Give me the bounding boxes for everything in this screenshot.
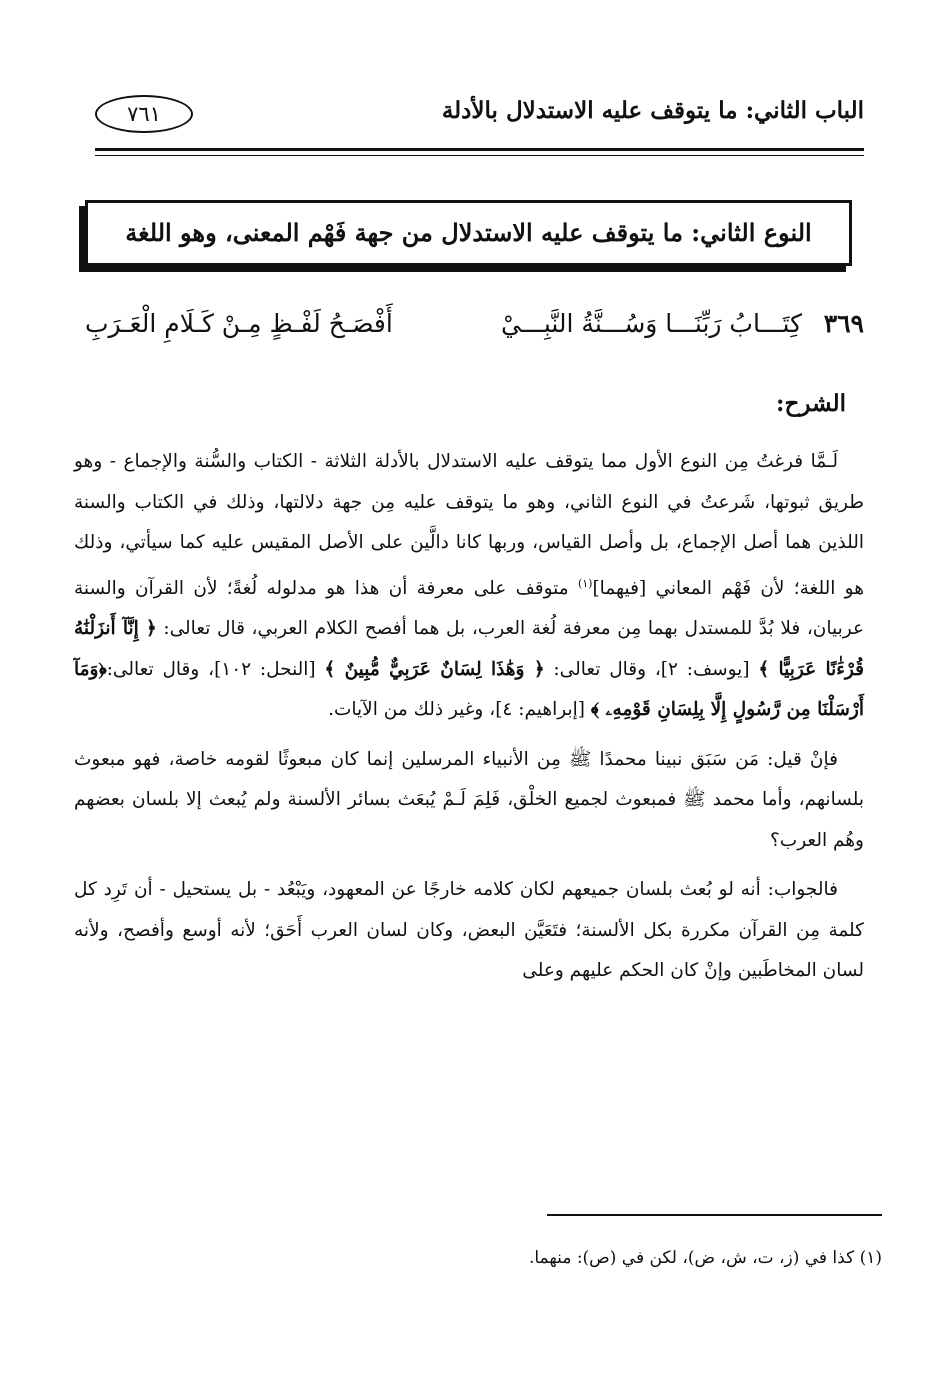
poem-verse [85, 305, 864, 351]
header-rule-thin [95, 155, 864, 156]
footnote-ref: (١) [577, 576, 593, 590]
verse-first-hemistich: كِتَـــابُ رَبِّنَـــا وَسُـــنَّةُ النَّبِـــيْ [501, 309, 802, 338]
paragraph-1 [74, 442, 864, 731]
quran-ref-1: [يوسف: ٢]، وقال تعالى: [544, 658, 759, 680]
footnote-separator [547, 1214, 882, 1216]
paragraph-1-text-b: متوقف على معرفة أن هذا هو مدلوله لُغةً؛ لأن القرآن والسنة عربيان، فلا بُدَّ للمستدل بهما مِن معرفة لُغة العرب، بل هما أفصح الكلام العربي، قال تعالى: [74, 577, 864, 640]
header-rule-thick [95, 148, 864, 151]
quran-ref-3: [إبراهيم: ٤]، وغير ذلك من الآيات. [328, 699, 591, 721]
quran-ref-2: [النحل: ١٠٢]، وقال تعالى: [106, 658, 325, 680]
footnote: (١) كذا في (ز، ت، ش، ض)، لكن في (ص): منهما. [528, 1248, 882, 1268]
paragraph-2 [74, 740, 864, 862]
quran-verse-1: ﴿ إِنَّآ أَنزَلْنَٰهُ قُرْءَٰنًا عَرَبِيًّا ﴾ [74, 618, 864, 680]
paragraph-1-text-a: لَـمَّا فرغتُ مِن النوع الأول مما يتوقف عليه الاستدلال بالأدلة الثلاثة - الكتاب والسُّنة والإجماع - وهو طريق ثبوتها، شَرعتُ في النوع الثاني، وهو ما يتوقف عليه مِن جهة دلالتها، وذلك في الكتاب والسنة اللذين هما أصل الإجماع، بل وأصل القياس، وربها كانا دالَّين على الأصل المقيس عليه كما سيأتي، وذلك هو اللغة؛ لأن فَهْم المعاني [فيهما] [74, 451, 864, 599]
verse-second-hemistich: أَفْصَـحُ لَفْـظٍ مِـنْ كَـلَامِ الْعَـرَبِ [85, 309, 393, 338]
verse-number: ٣٦٩ [823, 309, 864, 338]
paragraph-2-text: فإنْ قيل: مَن سَبَق نبينا محمدًا ﷺ مِن الأنبياء المرسلين إنما كان مبعوثًا لقومه خاصة، فهو مبعوث بلسانهم، وأما محمد ﷺ فمبعوث لجميع الخلْق، فَلِمَ لَـمْ يُبعَث بسائر الألسنة ولم يُبعث إلا بلسان بعضهم وهُم العرب؟ [74, 748, 864, 851]
commentary-body [74, 442, 864, 992]
chapter-title: الباب الثاني: ما يتوقف عليه الاستدلال بالأدلة [441, 97, 864, 124]
quran-verse-2: ﴿ وَهَٰذَا لِسَانٌ عَرَبِيٌّ مُّبِينٌ ﴾ [324, 658, 545, 680]
quran-verse-3: ﴿وَمَآ أَرْسَلْنَا مِن رَّسُولٍ إِلَّا بِلِسَانِ قَوْمِهِۦ ﴾ [74, 658, 864, 721]
paragraph-3 [74, 870, 864, 992]
running-header [95, 95, 864, 145]
section-heading: النوع الثاني: ما يتوقف عليه الاستدلال من جهة فَهْم المعنى، وهو اللغة [85, 200, 852, 266]
paragraph-3-text: فالجواب: أنه لو بُعث بلسان جميعهم لكان كلامه خارجًا عن المعهود، ويَبْعُد - بل يستحيل - أن تَرِد كل كلمة مِن القرآن مكررة بكل الألسنة؛ فتَعَيَّن البعض، وكان لسان العرب أَحَق؛ لأنه أوسع وأفصح، ولأنه لسان المخاطَبين وإنْ كان الحكم عليهم وعلى [74, 879, 864, 982]
commentary-label: الشرح: [776, 390, 846, 417]
page-number: ٧٦١ [95, 95, 193, 133]
